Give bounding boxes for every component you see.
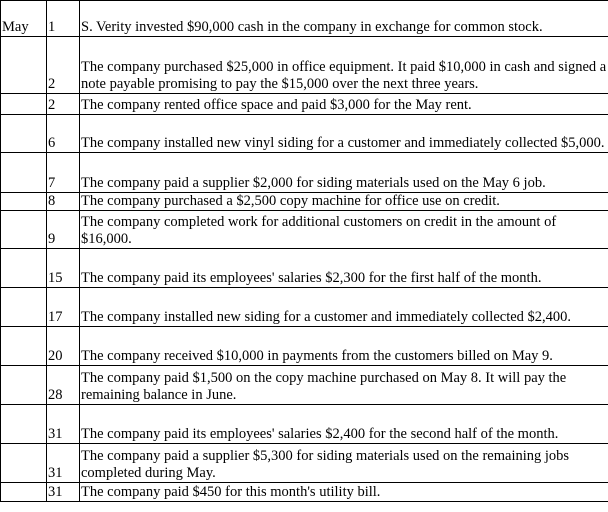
month-cell (1, 115, 47, 153)
month-cell: May (1, 1, 47, 37)
description-cell: The company installed new siding for a customer and immediately collected $2,400. (80, 288, 608, 327)
table-row (1, 327, 608, 366)
description-cell: The company paid $450 for this month's utility bill. (80, 483, 608, 502)
description-cell: The company paid its employees' salaries $2,300 for the first half of the month. (80, 249, 608, 288)
description-cell: The company purchased a $2,500 copy machine for office use on credit. (80, 193, 608, 211)
day-cell: 17 (47, 288, 80, 327)
day-cell: 8 (47, 193, 80, 211)
table-row (1, 211, 608, 249)
day-cell: 20 (47, 327, 80, 366)
month-cell (1, 366, 47, 405)
table-row (1, 153, 608, 193)
table-row (1, 405, 608, 444)
description-cell: The company completed work for additional customers on credit in the amount of $16,000. (80, 211, 608, 249)
day-cell: 2 (47, 37, 80, 94)
month-cell (1, 327, 47, 366)
table-row (1, 483, 608, 502)
month-cell (1, 37, 47, 94)
day-cell: 2 (47, 94, 80, 115)
month-cell (1, 483, 47, 502)
description-cell: The company paid its employees' salaries $2,400 for the second half of the month. (80, 405, 608, 444)
table-row (1, 94, 608, 115)
table-row (1, 37, 608, 94)
day-cell: 31 (47, 483, 80, 502)
description-cell: The company purchased $25,000 in office equipment. It paid $10,000 in cash and signed a note payable promising to pay the $15,000 over the next three years. (80, 37, 608, 94)
day-cell: 1 (47, 1, 80, 37)
table-row (1, 115, 608, 153)
day-cell: 15 (47, 249, 80, 288)
month-cell (1, 153, 47, 193)
day-cell: 6 (47, 115, 80, 153)
table-row (1, 444, 608, 483)
table-row (1, 288, 608, 327)
description-cell: The company installed new vinyl siding for a customer and immediately collected $5,000. (80, 115, 608, 153)
month-cell (1, 193, 47, 211)
day-cell: 28 (47, 366, 80, 405)
description-cell: The company paid a supplier $5,300 for siding materials used on the remaining jobs completed during May. (80, 444, 608, 483)
month-cell (1, 211, 47, 249)
month-cell (1, 405, 47, 444)
month-cell (1, 249, 47, 288)
table-row (1, 1, 608, 37)
table-row (1, 249, 608, 288)
month-cell (1, 288, 47, 327)
table-row (1, 366, 608, 405)
description-cell: S. Verity invested $90,000 cash in the company in exchange for common stock. (80, 1, 608, 37)
day-cell: 7 (47, 153, 80, 193)
day-cell: 31 (47, 444, 80, 483)
day-cell: 31 (47, 405, 80, 444)
table-row (1, 193, 608, 211)
month-cell (1, 444, 47, 483)
description-cell: The company received $10,000 in payments from the customers billed on May 9. (80, 327, 608, 366)
day-cell: 9 (47, 211, 80, 249)
description-cell: The company paid a supplier $2,000 for siding materials used on the May 6 job. (80, 153, 608, 193)
description-cell: The company rented office space and paid $3,000 for the May rent. (80, 94, 608, 115)
description-cell: The company paid $1,500 on the copy machine purchased on May 8. It will pay the remaining balance in June. (80, 366, 608, 405)
month-cell (1, 94, 47, 115)
